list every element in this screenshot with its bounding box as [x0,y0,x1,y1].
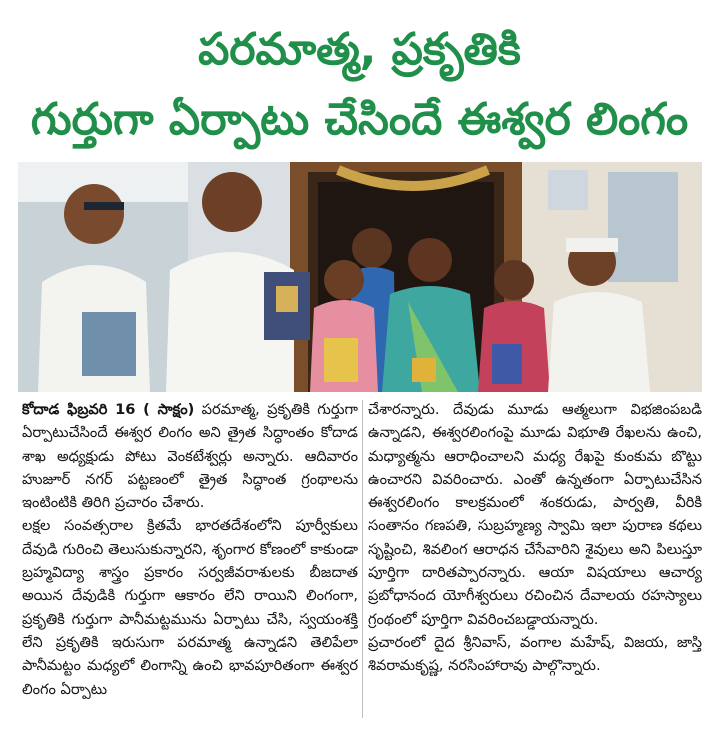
paragraph-1-text: పరమాత్మ, ప్రకృతికి గుర్తుగా ఏర్పాటుచేసిందే ఈశ్వర లింగం అని త్రైత సిద్ధాంతం కోదాడ శాఖ అధ్యక్షుడు పోటు వెంకటేశ్వర్లు అన్నారు. ఆదివారం హుజూర్ నగర్ పట్టణంలో త్రైత సిద్ధాంత గ్రంథాలను ఇంటింటికి తిరిగి ప్రచారం చేశారు. [22,401,359,512]
article-column-right [368,398,702,678]
article-paragraph-4: ప్రచారంలో దైద శ్రీనివాస్, వంగాల మహేష్, విజయ, జాస్తి శివరామకృష్ణ, నరసింహారావు పాల్గొన్నారు. [368,633,702,675]
article-column-left [22,398,358,701]
article-paragraph-1 [22,398,358,514]
dateline: కోదాడ ఫిబ్రవరి 16 ( సాక్షం) [22,401,195,418]
photo-illustration [18,162,702,392]
article-paragraph-2: లక్షల సంవత్సరాల క్రితమే భారతదేశంలోని పూర్వీకులు దేవుడి గురించి తెలుసుకున్నారని, శృంగార కోణంలో కాకుండా బ్రహ్మవిద్యా శాస్త్రం ప్రకారం సర్వజీవరాశులకు బీజదాత అయిన దేవుడికి గుర్తుగా ఆకారం లేని రాయిని లింగంగా, ప్రకృతికి గుర్తుగా పానీమట్టమును ఏర్పాటు చేసి, స్వయంశక్తి లేని ప్రకృతికి ఇరుసుగా పరమాత్మ ఉన్నాడని తెలిపేలా పానీమట్టం మధ్యలో లింగాన్ని ఉంచి భావపూరితంగా ఈశ్వర లింగం ఏర్పాటు [22,517,358,698]
news-photo [18,162,702,392]
headline-line-1: పరమాత్మ, ప్రకృతికి [198,24,521,75]
headline-line-2: గుర్తుగా ఏర్పాటు చేసిందే ఈశ్వర లింగం [30,94,689,145]
column-divider [362,400,363,718]
article-paragraph-3: చేశారన్నారు. దేవుడు మూడు ఆత్మలుగా విభజింపబడి ఉన్నాడని, ఈశ్వరలింగంపై మూడు విభూతి రేఖలను ఉంచి, మధ్యాత్మను ఆరాధించాలని మధ్య రేఖపై కుంకుమ బొట్టు ఉంచారని వివరించారు. ఎంతో ఉన్నతంగా ఏర్పాటుచేసిన ఈశ్వరలింగం కాలక్రమంలో శంకరుడు, పార్వతి, వీరికి సంతానం గణపతి, సుబ్రహ్మణ్య స్వామి ఇలా పురాణ కథలు సృష్టించి, శివలింగ ఆరాధన చేసేవారిని శైవులు అని పిలుస్తూ పూర్తిగా దారితప్పారన్నారు. ఆయా విషయాలు ఆచార్య ప్రబోధానంద యోగీశ్వరులు రచించిన దేవాలయ రహస్యాలు గ్రంథంలో పూర్తిగా వివరించబడ్డాయన్నారు. [368,401,702,628]
